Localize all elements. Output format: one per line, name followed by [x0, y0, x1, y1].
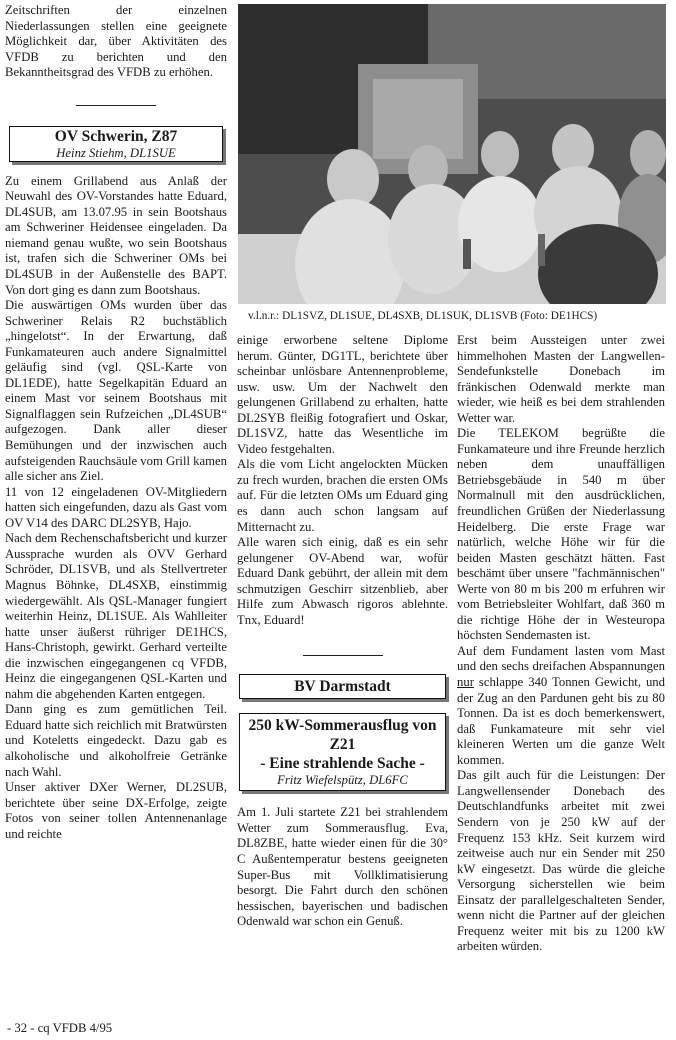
intro-paragraph: Zeitschriften der einzelnen Niederlassungen stellen eine geeignete Möglichkeit dar, über Aktivitäten des VFDB zu berichten und den Bekanntheitsgrad des VFDB zu erhöhen. [5, 3, 227, 80]
article-paragraph: Am 1. Juli startete Z21 bei strahlendem Wetter zum Sommerausflug. Eva, DL8ZBE, hatte wieder einen für die 30° C Außentemperatur bestens geeigneten Super-Bus mit Vollklimatisierung besorgt. Die Fahrt durch den schönen hessischen, bayerischen und badischen Odenwald war schon ein Genuß. [237, 805, 448, 929]
bv-header-box [239, 674, 446, 699]
article-paragraph [457, 644, 665, 768]
photo-illustration [238, 4, 666, 304]
group-photo [238, 4, 666, 304]
section-title: OV Schwerin, Z87 [54, 127, 178, 145]
article-title: 250 kW-Sommerausflug von Z21 [248, 717, 437, 754]
bv-title: BV Darmstadt [294, 678, 391, 696]
article-paragraph: Unser aktiver DXer Werner, DL2SUB, berichtete über seine DX-Erfolge, zeigte Fotos von seiner tollen Antennenanlage und reichte [5, 780, 227, 841]
article-author: Fritz Wiefelspütz, DL6FC [277, 773, 408, 788]
article-paragraph: einige erworbene seltene Diplome herum. Günter, DG1TL, berichtete über scheinbar unlösbare Antennenprobleme, usw. usw. Um der Nachwelt den gelungenen Grillabend zu erhalten, hatte DL2SYB fleißig fotografiert und Oskar, DL1SVZ, hatte das Wesentliche im Video festgehalten. [237, 333, 448, 456]
column-right [457, 333, 665, 955]
column-middle [237, 333, 448, 930]
article-subtitle: - Eine strahlende Sache - [260, 755, 425, 773]
article-paragraph: Die auswärtigen OMs wurden über das Schweriner Relais R2 buchstäblich „hingelotst“. In der Erwartung, daß Funkamateuren auch andere Signalmittel geläufig sind (vgl. QSL-Karte von DL1EDE), hatte Segelkapitän Eduard an einem Mast vor seinem Bootshaus mit Signalflaggen sein Rufzeichen „DL4SUB“ aufgezogen. Dank aller dieser Bemühungen und der inzwischen auch aufsteigenden Rauchsäule vom Grill kamen alle sicher ans Ziel. [5, 298, 227, 484]
article-paragraph: 11 von 12 eingeladenen OV-Mitgliedern hatten sich eingefunden, dazu als Gast vom OV V14 des DARC DL2SYB, Hajo. [5, 484, 227, 530]
section-divider [76, 105, 156, 106]
article-header-box [239, 713, 446, 791]
underlined-word: nur [457, 675, 474, 690]
text-span: schlappe 340 Tonnen Gewicht, und der Zug an den Pardunen geht bis zu 80 Tonnen. Da ist es doch bemerkenswert, daß Funkamateure mit sehr viel kleineren Werten um die ganze Welt kommen. [457, 675, 665, 767]
section-divider [303, 655, 383, 656]
text-span: Auf dem Fundament lasten vom Mast und den sechs dreifachen Abspannungen [457, 643, 665, 674]
column-left [5, 3, 227, 842]
section-header-box [9, 126, 223, 162]
section-author: Heinz Stiehm, DL1SUE [56, 145, 176, 160]
article-paragraph: Alle waren sich einig, daß es ein sehr gelungener OV-Abend war, wofür Eduard Dank gebührt, der allein mit dem schmutzigen Geschirr sitzenblieb, aber Hilfe zum Abwasch rigoros ablehnte. Tnx, Eduard! [237, 535, 448, 627]
article-paragraph: Erst beim Aussteigen unter zwei himmelhohen Masten der Langwellen-Sendefunkstelle Donebach im fränkischen Odenwald merkte man wieder, wie heiß es bei dem strahlenden Wetter war. [457, 333, 665, 425]
page-footer: - 32 - cq VFDB 4/95 [7, 1021, 113, 1035]
article-paragraph: Zu einem Grillabend aus Anlaß der Neuwahl des OV-Vorstandes hatte Eduard, DL4SUB, am 13.07.95 in sein Bootshaus am Schweriner Heidensee eingeladen. Da niemand genau wußte, wo sein Bootshaus ist, trafen sich die Schweriner OMs bei DL4SUB in der Außenstelle des BAPT. Von dort ging es dann zum Bootshaus. [5, 173, 227, 297]
article-paragraph: Dann ging es zum gemütlichen Teil. Eduard hatte sich reichlich mit Bratwürsten und Koteletts eingedeckt. Dazu gab es alkoholische und alkoholfreie Getränke nach Wahl. [5, 702, 227, 779]
article-paragraph: Das gilt auch für die Leistungen: Der Langwellensender Donebach des Deutschlandfunks arbeitet mit zwei Sendern von je 250 kW auf der Frequenz 153 kHz. Seit kurzem wird zeitweise auch nur ein Sender mit 250 kW eingesetzt. Das würde die gleiche Versorgung sicherstellen wie beim Einsatz der parallelgeschalteten Sender, wenn nicht die Partner auf der gleichen Frequenz weiter mit bis zu 1200 kW arbeiten würden. [457, 768, 665, 954]
article-paragraph: Als die vom Licht angelockten Mücken zu frech wurden, brachen die ersten OMs auf. Für die letzten OMs um Eduard ging es dann auch schon langsam auf Mitternacht zu. [237, 457, 448, 534]
photo-caption: v.l.n.r.: DL1SVZ, DL1SUE, DL4SXB, DL1SUK, DL1SVB (Foto: DE1HCS) [248, 310, 598, 322]
article-paragraph: Nach dem Rechenschaftsbericht und kurzer Aussprache wurden als OVV Gerhard Schröder, DL1SVB, und als Stellvertreter Magnus Böhnke, DL4SXB, einstimmig wiedergewählt. Als QSL-Manager fungiert weiterhin Heinz, DL1SUE. Als Wahlleiter hatte unser äußerst rühriger DE1HCS, Hans-Christoph, gewirkt. Gerhard verteilte die inzwischen eingegangenen cq VFDB, Heinz die eingegangenen QSL-Karten und nahm die abgehenden Karten entgegen. [5, 531, 227, 701]
article-paragraph: Die TELEKOM begrüßte die Funkamateure und ihre Freunde herzlich neben dem unauffälligen Betriebsgebäude in 540 m über Normalnull mit den ausdrücklichen, freundlichen Grüßen der Niederlassung Heidelberg. Die erste Frage war natürlich, welche Höhe wir für die beiden Masten geschätzt hätten. Fast beschämt über unsere "fachmännischen" Werte von 80 m bis 200 m erfuhren wir vom Betriebsleiter Wohlfart, daß 360 m die richtige Höhe der in Westeuropa höchsten Sendemasten ist. [457, 426, 665, 643]
